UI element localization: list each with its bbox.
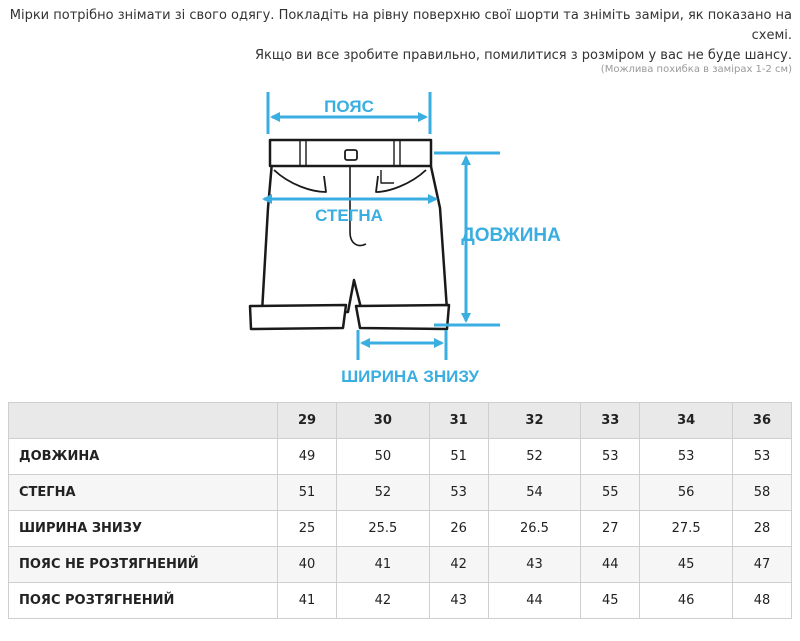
table-cell: 54 xyxy=(488,475,581,511)
row-label: СТЕГНА xyxy=(9,475,278,511)
hips-label: СТЕГНА xyxy=(315,206,383,225)
size-header: 32 xyxy=(488,403,581,439)
table-cell: 53 xyxy=(581,439,640,475)
error-note: (Можлива похибка в замірах 1-2 см) xyxy=(600,64,792,75)
table-cell: 52 xyxy=(337,475,430,511)
table-cell: 43 xyxy=(429,583,488,619)
table-cell: 44 xyxy=(581,547,640,583)
intro-line-2: Якщо ви все зробите правильно, помилитися з розміром у вас не буде шансу. xyxy=(254,48,792,63)
table-row xyxy=(9,439,792,475)
waist-label: ПОЯС xyxy=(324,97,374,116)
row-label: ДОВЖИНА xyxy=(9,439,278,475)
table-cell: 27 xyxy=(581,511,640,547)
table-cell: 45 xyxy=(640,547,733,583)
row-label: ПОЯС РОЗТЯГНЕНИЙ xyxy=(9,583,278,619)
header-corner-cell xyxy=(9,403,278,439)
size-header: 34 xyxy=(640,403,733,439)
table-cell: 45 xyxy=(581,583,640,619)
table-row xyxy=(9,547,792,583)
table-cell: 44 xyxy=(488,583,581,619)
size-header-row xyxy=(9,403,792,439)
table-cell: 53 xyxy=(640,439,733,475)
table-cell: 41 xyxy=(278,583,337,619)
table-cell: 51 xyxy=(278,475,337,511)
table-cell: 50 xyxy=(337,439,430,475)
table-cell: 25.5 xyxy=(337,511,430,547)
left-cuff xyxy=(250,305,346,329)
hem-width-label: ШИРИНА ЗНИЗУ xyxy=(341,367,479,386)
table-row xyxy=(9,583,792,619)
table-cell: 47 xyxy=(732,547,791,583)
table-cell: 48 xyxy=(732,583,791,619)
shorts-drawing xyxy=(250,140,449,329)
table-cell: 25 xyxy=(278,511,337,547)
shorts-body xyxy=(262,162,447,312)
table-cell: 58 xyxy=(732,475,791,511)
table-cell: 27.5 xyxy=(640,511,733,547)
table-cell: 26 xyxy=(429,511,488,547)
table-row xyxy=(9,511,792,547)
size-header: 36 xyxy=(732,403,791,439)
table-row xyxy=(9,475,792,511)
table-cell: 55 xyxy=(581,475,640,511)
table-cell: 43 xyxy=(488,547,581,583)
size-header: 31 xyxy=(429,403,488,439)
size-table xyxy=(8,402,792,619)
table-cell: 40 xyxy=(278,547,337,583)
table-cell: 42 xyxy=(429,547,488,583)
table-cell: 28 xyxy=(732,511,791,547)
button xyxy=(345,150,357,160)
table-cell: 41 xyxy=(337,547,430,583)
row-label: ПОЯС НЕ РОЗТЯГНЕНИЙ xyxy=(9,547,278,583)
table-cell: 52 xyxy=(488,439,581,475)
table-cell: 56 xyxy=(640,475,733,511)
size-header: 30 xyxy=(337,403,430,439)
table-cell: 49 xyxy=(278,439,337,475)
table-cell: 53 xyxy=(429,475,488,511)
length-label: ДОВЖИНА xyxy=(461,225,561,246)
size-header: 33 xyxy=(581,403,640,439)
table-cell: 53 xyxy=(732,439,791,475)
row-label: ШИРИНА ЗНИЗУ xyxy=(9,511,278,547)
size-header: 29 xyxy=(278,403,337,439)
intro-line-1: Мірки потрібно знімати зі свого одягу. Покладіть на рівну поверхню свої шорти та зніміть заміри, як показано на схемі. xyxy=(9,8,792,43)
table-cell: 42 xyxy=(337,583,430,619)
table-cell: 51 xyxy=(429,439,488,475)
table-cell: 46 xyxy=(640,583,733,619)
table-cell: 26.5 xyxy=(488,511,581,547)
